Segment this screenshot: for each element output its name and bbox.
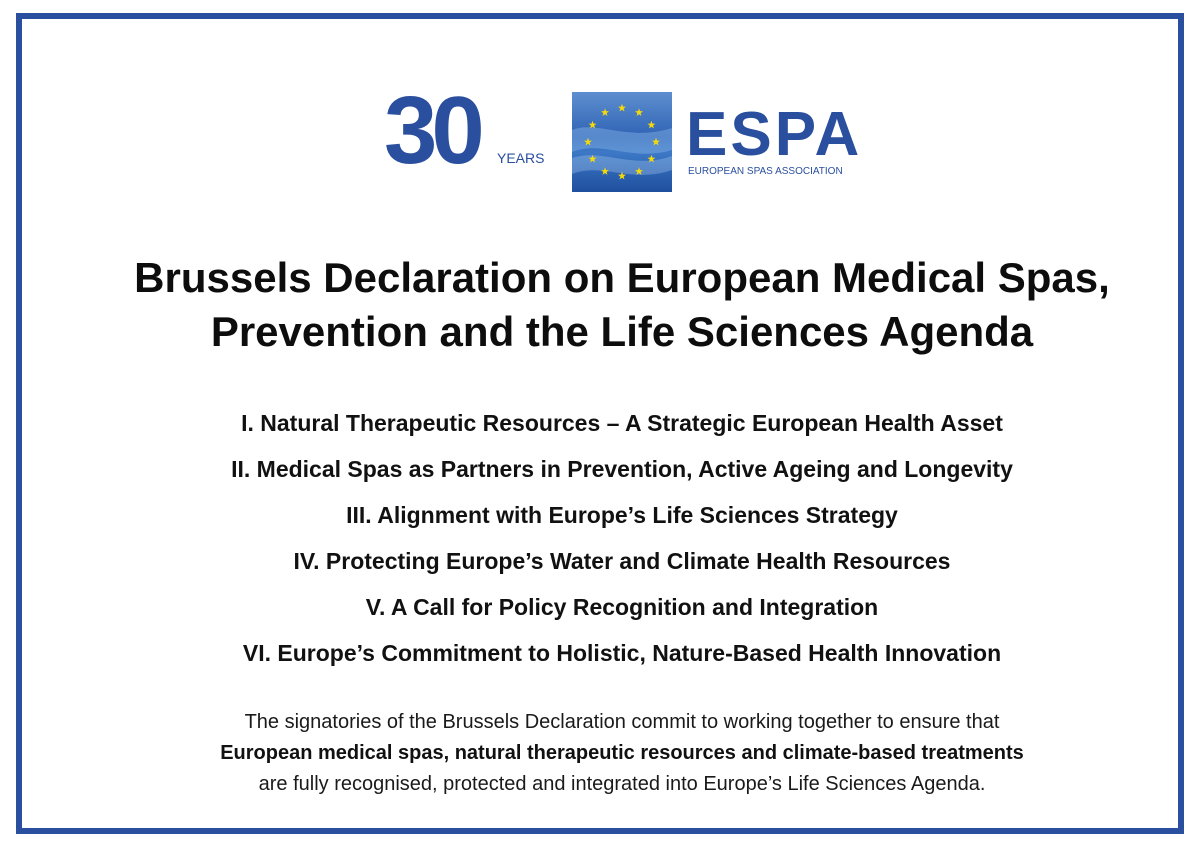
espa-logo: [384, 77, 863, 187]
star-icon: [618, 104, 626, 112]
brand-tagline: EUROPEAN SPAS ASSOCIATION: [688, 166, 843, 177]
title-line-2: Prevention and the Life Sciences Agenda: [210, 308, 1034, 355]
eu-flag-icon: [572, 92, 672, 192]
closing-statement: [82, 707, 1162, 800]
star-icon: [647, 121, 655, 129]
title-line-1: Brussels Declaration on European Medical Spas,: [134, 254, 1110, 301]
anniversary-number: 30: [384, 77, 479, 184]
star-icon: [589, 121, 597, 129]
eu-flag-graphic: [572, 92, 672, 192]
brand-name: ESPA: [686, 100, 863, 169]
section-item: II. Medical Spas as Partners in Prevention, Active Ageing and Longevity: [231, 456, 1013, 482]
section-item: IV. Protecting Europe’s Water and Climate Health Resources: [293, 548, 951, 574]
document-frame: [16, 13, 1184, 834]
section-item: VI. Europe’s Commitment to Holistic, Nature-Based Health Innovation: [242, 640, 1002, 666]
anniversary-badge: [384, 77, 545, 184]
closing-line-3: are fully recognised, protected and integrated into Europe’s Life Sciences Agenda.: [258, 773, 986, 795]
section-list: [62, 400, 1182, 676]
page-title: [62, 251, 1182, 359]
star-icon: [601, 108, 609, 116]
star-icon: [635, 108, 643, 116]
closing-line-2: European medical spas, natural therapeutic resources and climate-based treatments: [220, 742, 1024, 764]
closing-line-1: The signatories of the Brussels Declaration commit to working together to ensure that: [244, 711, 1000, 733]
section-item: III. Alignment with Europe’s Life Sciences Strategy: [346, 502, 898, 528]
section-item: V. A Call for Policy Recognition and Integration: [365, 594, 879, 620]
section-item: I. Natural Therapeutic Resources – A Strategic European Health Asset: [241, 410, 1003, 436]
anniversary-word: YEARS: [497, 150, 545, 166]
